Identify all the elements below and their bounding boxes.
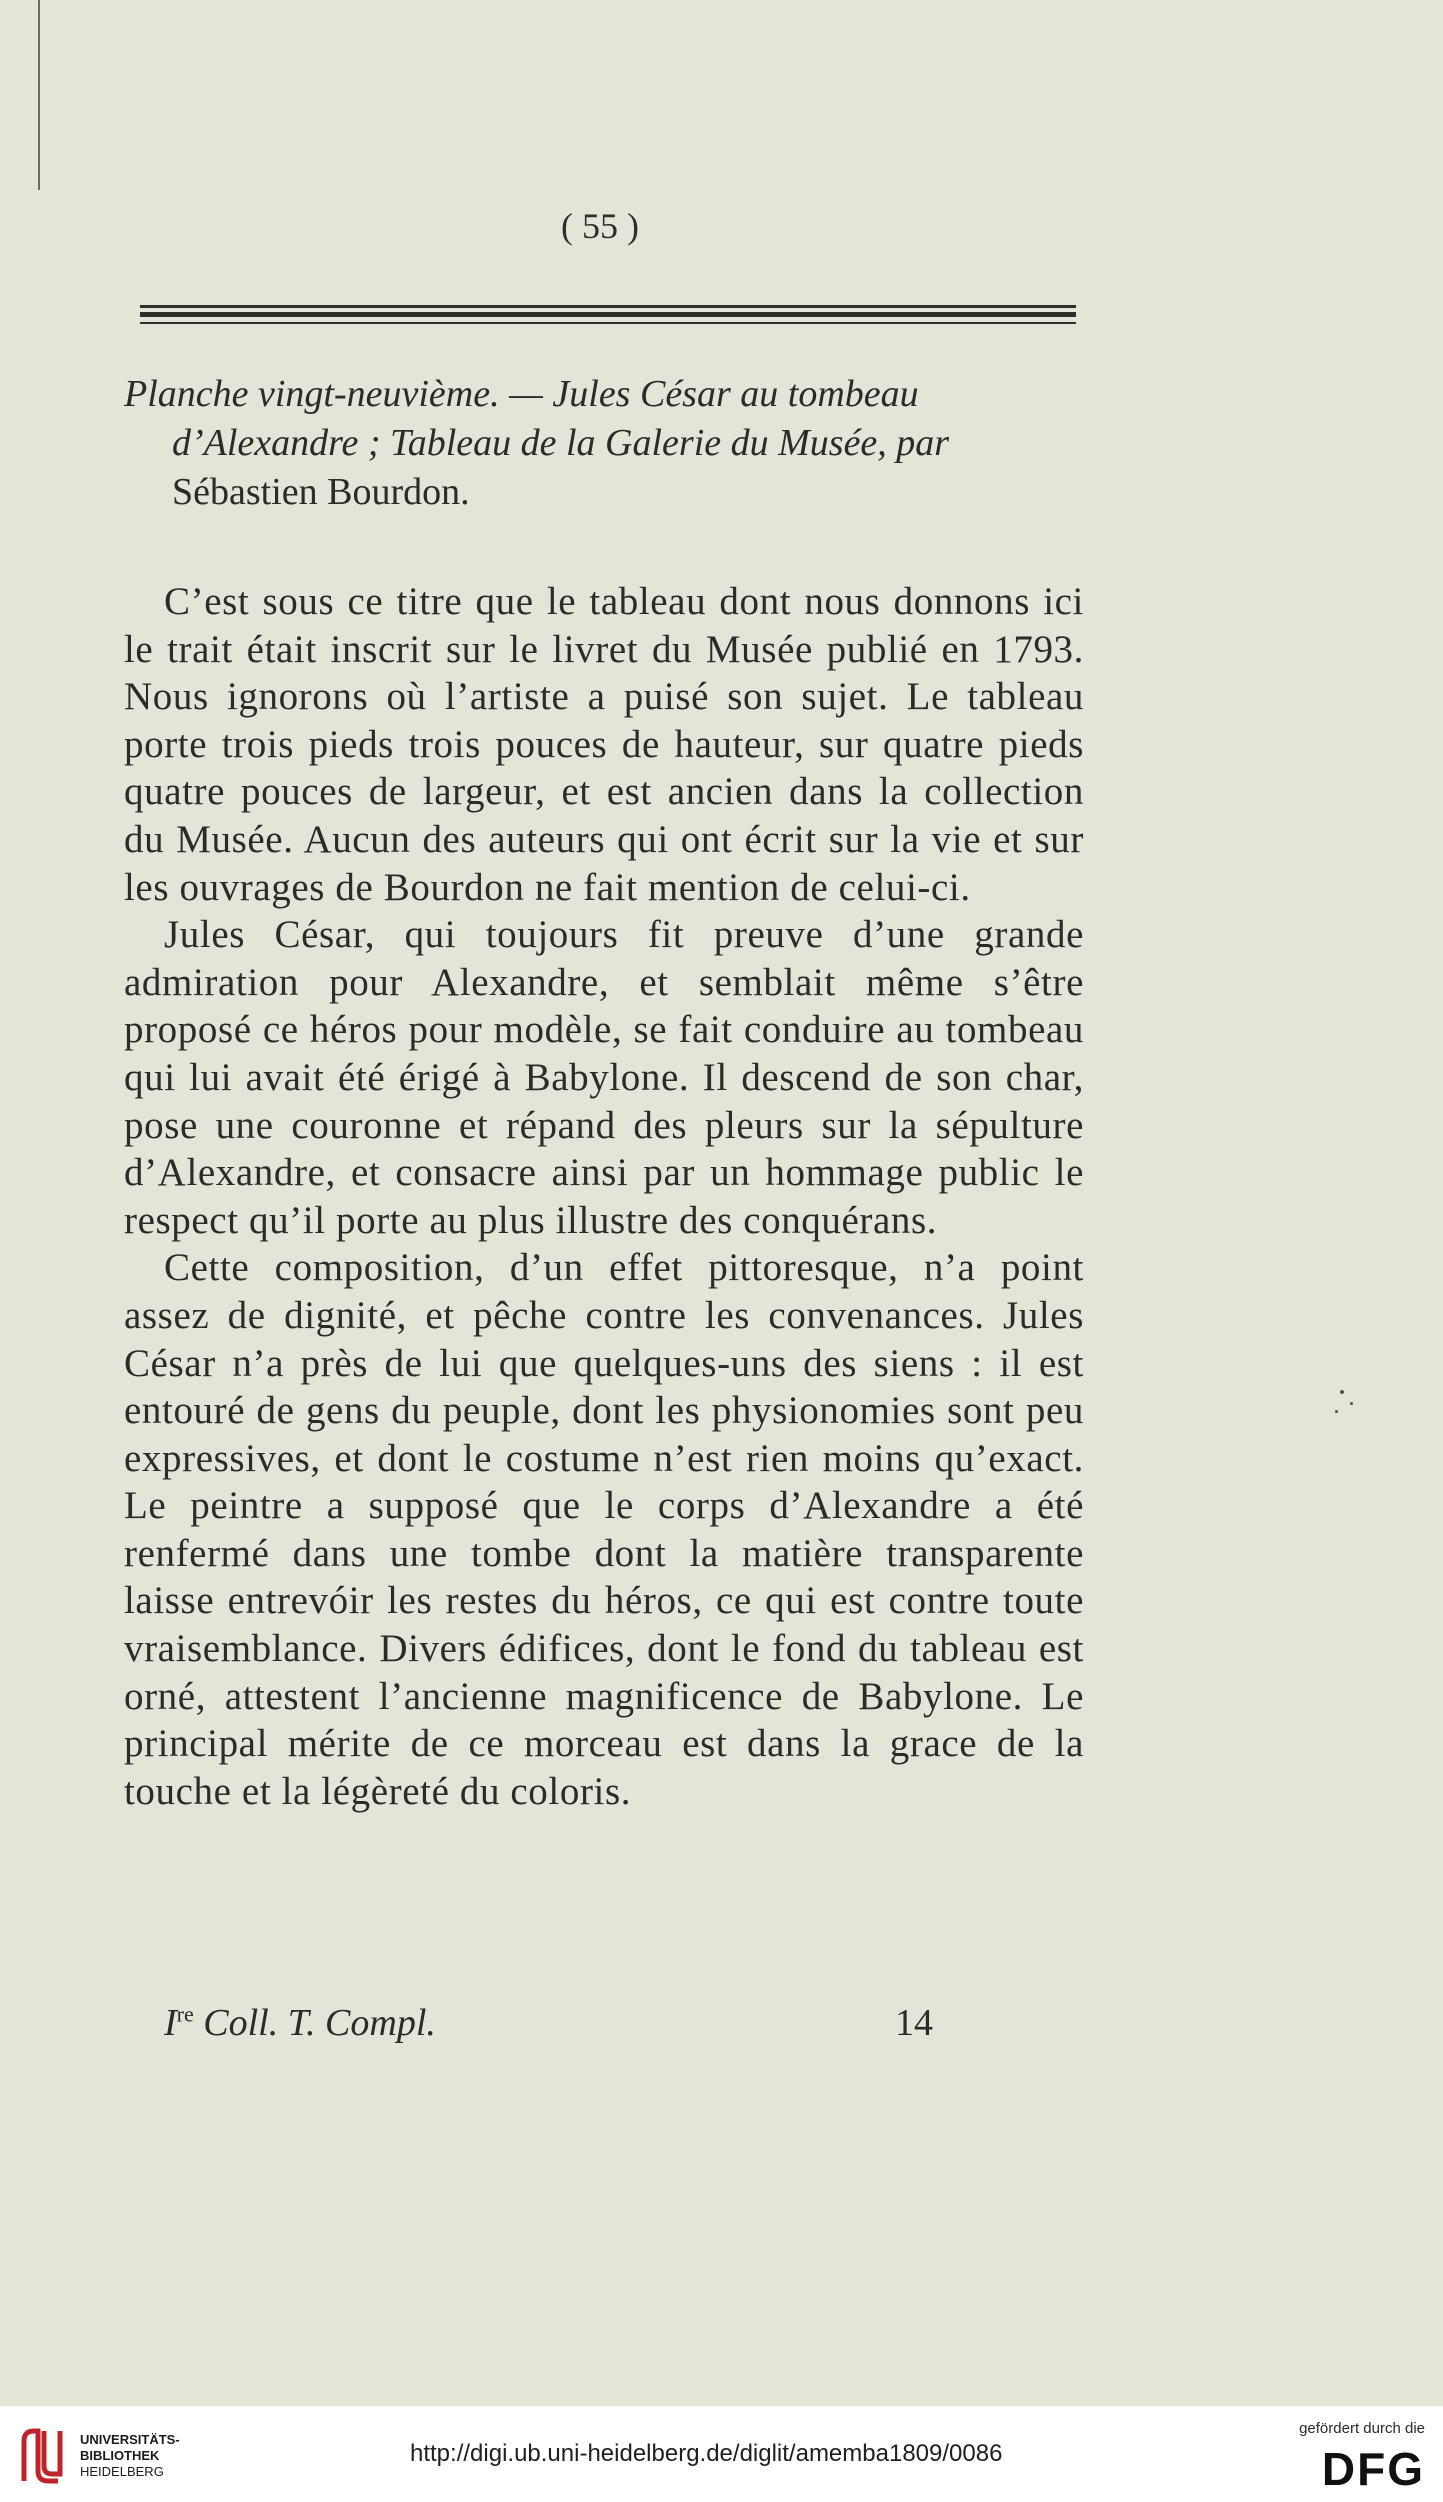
paper-speck (1350, 1402, 1353, 1405)
signature-number: 14 (895, 2002, 933, 2044)
university-library-logo-icon (16, 2426, 66, 2486)
page-edge-line (38, 0, 40, 190)
header-rule (140, 322, 1076, 324)
body-text (124, 578, 1084, 1815)
footer-bar (0, 2406, 1443, 2502)
heading-line-3: Sébastien Bourdon. (172, 471, 470, 513)
paper-speck (1335, 1410, 1338, 1413)
heading-line-2: d’Alexandre ; Tableau de la Galerie du Musée, par (172, 422, 950, 464)
source-url-link[interactable]: http://digi.ub.uni-heidelberg.de/diglit/amemba1809/0086 (410, 2440, 1003, 2467)
dfg-logo: DFG (1321, 2443, 1425, 2495)
library-name: UNIVERSITÄTS- BIBLIOTHEK HEIDELBERG (80, 2432, 180, 2479)
header-rule (140, 312, 1076, 317)
paragraph: Cette composition, d’un effet pittoresque, n’a point assez de dignité, et pêche contre les convenances. Jules César n’a près de lui que quelques-uns des siens : il est entouré de gens du peuple, dont les physionomies sont peu expressives, et dont le costume n’est rien moins qu’exact. Le peintre a supposé que le corps d’Alexandre a été renfermé dans une tombe dont la matière transparente laisse entrevóir les restes du héros, ce qui est contre toute vraisemblance. Divers édifices, dont le fond du tableau est orné, attestent l’ancienne magnificence de Babylone. Le principal mérite de ce morceau est dans la grace de la touche et la légèreté du coloris. (124, 1246, 1084, 1813)
page-number: ( 55 ) (561, 206, 639, 246)
paragraph: C’est sous ce titre que le tableau dont nous donnons ici le trait était inscrit sur le livret du Musée publié en 1793. Nous ignorons où l’artiste a puisé son sujet. Le tableau porte trois pieds trois pouces de hauteur, sur quatre pieds quatre pouces de largeur, et est ancien dans la collection du Musée. Aucun des auteurs qui ont écrit sur la vie et sur les ouvrages de Bourdon ne fait mention de celui-ci. (124, 580, 1084, 909)
funded-by-label: gefördert durch die (1299, 2420, 1425, 2437)
heading-line-1: Planche vingt-neuvième. — Jules César au tombeau (124, 373, 919, 415)
header-rule (140, 305, 1076, 308)
paper-speck (1340, 1390, 1344, 1394)
paragraph: Jules César, qui toujours fit preuve d’une grande admiration pour Alexandre, et semblait même s’être proposé ce héros pour modèle, se fait conduire au tombeau qui lui avait été érigé à Babylone. Il descend de son char, pose une couronne et répand des pleurs sur la sépulture d’Alexandre, et consacre ainsi par un hommage public le respect qu’il porte au plus illustre des conquérans. (124, 913, 1084, 1242)
signature-mark: Ire Coll. T. Compl. (164, 2001, 436, 2044)
plate-heading (124, 370, 1084, 517)
